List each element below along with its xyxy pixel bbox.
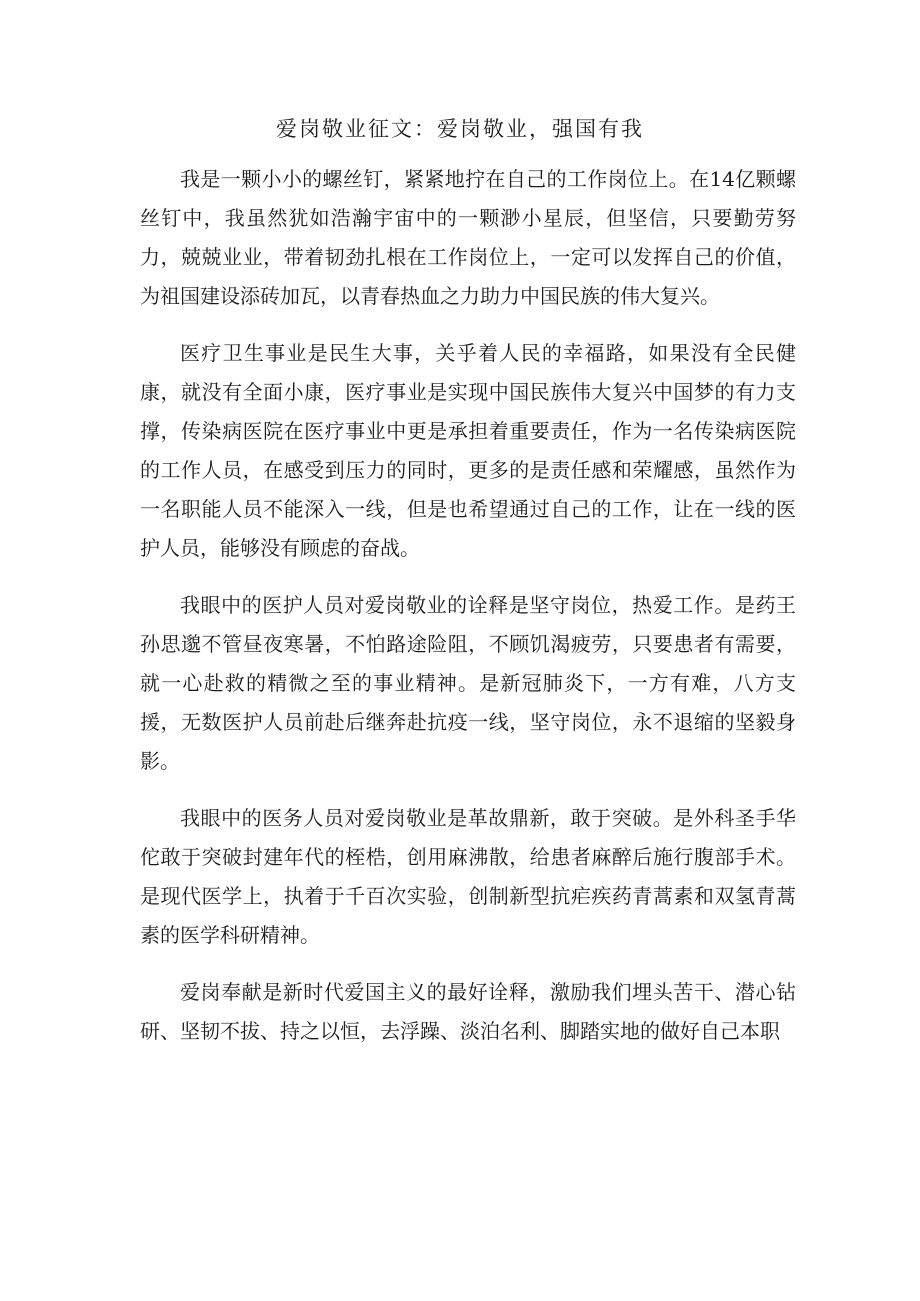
document-title: 爱岗敬业征文：爱岗敬业，强国有我 (276, 117, 644, 141)
document-body (140, 160, 796, 1069)
paragraph-5: 爱岗奉献是新时代爱国主义的最好诠释，激励我们埋头苦干、潜心钻研、坚韧不拔、持之以恒，去浮躁、淡泊名利、脚踏实地的做好自己本职 (140, 980, 796, 1043)
paragraph-1: 我是一颗小小的螺丝钉，紧紧地拧在自己的工作岗位上。在14亿颗螺丝钉中，我虽然犹如浩瀚宇宙中的一颗渺小星辰，但坚信，只要勤劳努力，兢兢业业，带着韧劲扎根在工作岗位上，一定可以发挥自己的价值，为祖国建设添砖加瓦，以青春热血之力助力中国民族的伟大复兴。 (140, 167, 796, 308)
paragraph-2: 医疗卫生事业是民生大事，关乎着人民的幸福路，如果没有全民健康，就没有全面小康，医疗事业是实现中国民族伟大复兴中国梦的有力支撑，传染病医院在医疗事业中更是承担着重要责任，作为一名传染病医院的工作人员，在感受到压力的同时，更多的是责任感和荣耀感，虽然作为一名职能人员不能深入一线，但是也希望通过自己的工作，让在一线的医护人员，能够没有顾虑的奋战。 (140, 341, 796, 560)
paragraph-3: 我眼中的医护人员对爱岗敬业的诠释是坚守岗位，热爱工作。是药王孙思邈不管昼夜寒暑，不怕路途险阻，不顾饥渴疲劳，只要患者有需要，就一心赴救的精微之至的事业精神。是新冠肺炎下，一方有难，八方支援，无数医护人员前赴后继奔赴抗疫一线，坚守岗位，永不退缩的坚毅身影。 (140, 593, 796, 773)
paragraph-4: 我眼中的医务人员对爱岗敬业是革故鼎新，敢于突破。是外科圣手华佗敢于突破封建年代的桎梏，创用麻沸散，给患者麻醉后施行腹部手术。是现代医学上，执着于千百次实验，创制新型抗疟疾药青蒿素和双氢青蒿素的医学科研精神。 (140, 806, 796, 947)
